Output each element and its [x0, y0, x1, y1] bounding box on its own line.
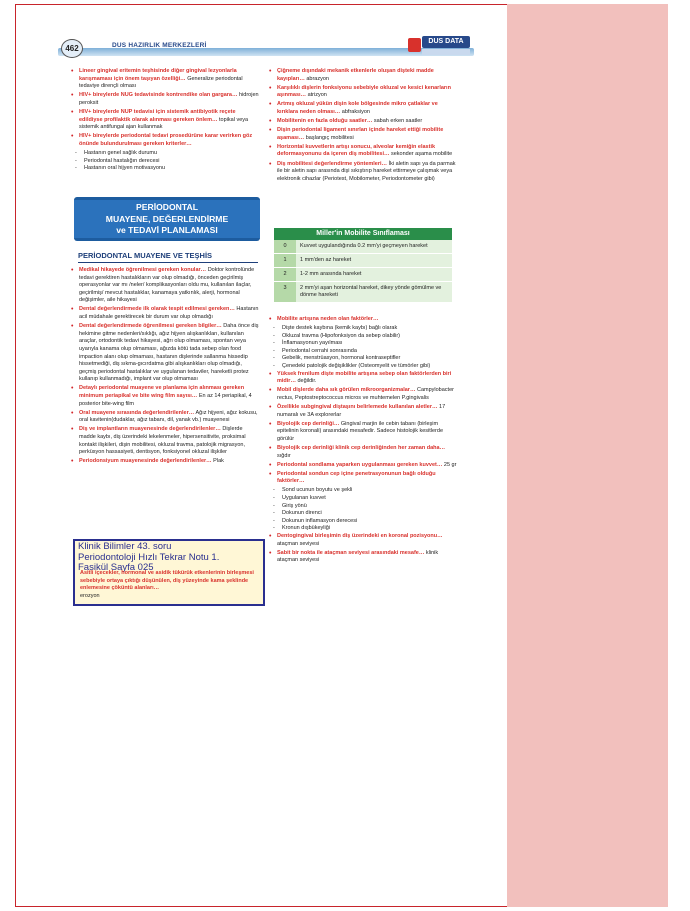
bullet-answer: Campylobacter rectus, Peptostreptococcus micros ve muhtemelen P.gingivalis [277, 387, 454, 401]
bullet-item [268, 118, 458, 126]
bullet-item [70, 385, 260, 408]
bullet-item [268, 462, 458, 470]
logo-underbar [422, 49, 470, 55]
banner-line-3: ve TEDAVİ PLANLAMASI [116, 225, 218, 235]
section-banner [74, 197, 260, 241]
bullet-question: Medikal hikayede öğrenilmesi gereken konular… [79, 267, 207, 273]
bullet-question: Diş mobilitesi değerlendirme yöntemleri… [277, 160, 388, 167]
bullet-question: Karşılıklı dişlerin fonksiyonu sebebiyle okluzal ve kesici kenarların aşınması… [277, 84, 451, 99]
bullet-question: Detaylı periodontal muayene ve planlama için alınması gereken minimum periapikal ve bite wing film sayısı… [79, 385, 245, 399]
bullet-item [70, 410, 260, 425]
header-title: DUS HAZIRLIK MERKEZLERİ [112, 42, 207, 49]
miller-grade: 0 [274, 240, 296, 253]
bullet-question: Diş ve implantların muayenesinde değerlendirilenler… [79, 426, 221, 433]
bullet-question: Dentogingival birleşimin diş üzerindeki en koronal pozisyonu… [277, 533, 443, 540]
bullet-question: HIV+ bireylerde NUG tedavisinde kontrendike olan gargara… [79, 92, 238, 99]
bullet-answer: Gingival marjin ile cebin tabanı (birleşim epitelinin koronali) arasındaki mesafedir. Sadece histolojik kesitlerde görülür [277, 420, 444, 442]
bullet-item [70, 426, 260, 456]
bullet-question: Mobil dişlerde daha sık görülen mikroorganizmalar… [277, 387, 416, 394]
banner-line-1: PERİODONTAL [136, 202, 198, 212]
bullet-item [268, 471, 458, 486]
bullet-answer: hidrojen peroksit [79, 92, 259, 106]
bullet-answer: Plak [211, 458, 224, 465]
bullet-item [70, 323, 260, 384]
bullet-answer: Ağız hijyeni, ağız kokusu, oral kavitenin(dudaklar, ağız tabanı, dil, yanak vb.) muayenesi [79, 409, 258, 424]
bullet-item [268, 85, 458, 100]
bullet-question: Artmış okluzal yükün dişin kole bölgesinde mikro çatlaklar ve kırıklara neden olması… [277, 101, 438, 115]
sub-item: - Hastanın genel sağlık durumu [70, 150, 260, 158]
bullet-answer: 17 numaralı ve 3A explorerlar [277, 404, 446, 418]
bullet-question: Mobilitenin en fazla olduğu saatler… [277, 118, 373, 125]
miller-description: 1 mm'den az hareket [296, 254, 452, 267]
sub-item: - Uygulanan kuvvet [268, 495, 458, 503]
note-line-1: Klinik Bilimler 43. soru [78, 541, 172, 552]
bullet-question: Çiğneme dışındaki mekanik etkenlerle oluşan dişteki madde kayıpları… [277, 68, 434, 82]
miller-table [274, 228, 452, 303]
bullet-question: Lineer gingival eritemin teşhisinde diğer gingival lezyonlarla karışmaması için önem taşıyan özelliği… [79, 68, 237, 82]
bullet-question: Sabit bir nokta ile ataçman seviyesi arasındaki mesafe… [277, 549, 425, 556]
sub-item: - Gebelik, menstrüasyon, hormonal kontraseptifler [268, 355, 458, 363]
right-column-top [268, 68, 458, 185]
miller-row [274, 240, 452, 254]
bullet-question: Oral muayene sırasında değerlendirilenler… [79, 409, 195, 416]
bullet-question: Özellikle subgingival diştaşını belirlemede kullanılan aletler… [277, 404, 438, 411]
sub-item: - Kronun dışbükeyliği [268, 525, 458, 533]
note-line-2: Periodontoloji Hızlı Tekrar Notu 1. [78, 551, 220, 563]
bullet-item [268, 316, 458, 324]
bullet-item [268, 127, 458, 142]
bullet-answer: topikal veya sistemik antifungal ajan kullanmak [79, 116, 249, 131]
bullet-item [268, 387, 458, 402]
left-column-top [70, 68, 260, 173]
miller-row [274, 254, 452, 268]
bullet-answer: ataçman seviyesi [277, 540, 320, 547]
bullet-item [70, 133, 260, 148]
sub-item: - Sond ucunun boyutu ve şekli [268, 487, 458, 495]
under-note-answer: erozyon [80, 592, 100, 599]
section-heading: PERİODONTAL MUAYENE VE TEŞHİS [78, 251, 258, 263]
bullet-answer: 25 gr [442, 461, 457, 468]
bullet-question: HIV+ bireylerde NUP tedavisi için sistemik antibiyotik reçete edildiyse profilaktik olarak alınması gereken önlem… [79, 108, 236, 123]
miller-grade: 2 [274, 268, 296, 281]
side-band [507, 4, 668, 907]
sub-item: - Dokunun inflamasyon derecesi [268, 518, 458, 526]
miller-description: 1-2 mm arasında hareket [296, 268, 452, 281]
note-line-3: Fasikül Sayfa 025 [78, 562, 154, 573]
sub-item: - Hastanın oral hijyen motivasyonu [70, 165, 260, 173]
sub-item: - İnflamasyonun yayılması [268, 340, 458, 348]
bullet-question: Mobilite artışına neden olan faktörler… [277, 316, 379, 322]
bullet-answer: başlangıç mobilitesi [304, 134, 354, 141]
miller-row [274, 282, 452, 303]
bullet-item [268, 550, 458, 565]
bullet-item [70, 458, 260, 466]
page-number: 462 [61, 39, 83, 58]
bullet-item [268, 101, 458, 116]
miller-description: Kuvvet uygulandığında 0.2 mm'yi geçmeyen hareket [296, 240, 452, 253]
banner-line-2: MUAYENE, DEĞERLENDİRME [105, 213, 229, 224]
bullet-question: Periodonsiyum muayenesinde değerlendirilenler… [79, 458, 212, 465]
sub-item: - Periodontal hastalığın derecesi [70, 158, 260, 166]
bullet-answer: abrazyon [304, 75, 329, 82]
bullet-answer: Generalize periodontal tedaviye dirençli olması [79, 75, 243, 90]
bullet-answer: Daha önce diş hekimine gitme nedenleri/sıklığı, ağız hijyen alışkanlıkları, kullanılan araçlar, ortodontik tedavi hikayesi, ağrı olup olmaması, spontan veya uyarıyla kanama olup olmaması, ağızda kötü tada sebep olan food impaction alanı olup olmaması, hastanın dişlerinde sallanma hissedip hissetmediği, diş sıkma-gıcırdatma gibi alışkanlıkları olup olmadığı, geçmiş periodontal hastalıklar ve uygulanan tedaviler, hareketli protez kullanıp kullanmadığı, implant var olup olmaması [79, 323, 259, 383]
bullet-question: Horizontal kuvvetlerin artışı sonucu, alveolar kemiğin elastik deformasyonunu da içeren diş mobilitesi… [277, 143, 436, 158]
bullet-item [70, 92, 260, 107]
bullet-question: Biyolojik cep derinliği klinik cep derinliğinden her zaman daha… [277, 445, 446, 451]
sub-item: - Dokunun direnci [268, 510, 458, 518]
bullet-answer: sığdır [277, 452, 291, 459]
bullet-answer: Doktor kontrolünde tedavi gerektiren hastalıkların var olup olmadığı, önceden geçirilmiş operasyonlar var mı /neler/ komplikasyonları oldu mu, kullanılan ilaçlar, geçirilmiş/ mevcut hastalıklar, kanamaya yatkınlık, alerji, hormonal değişimler, aile hikayesi [79, 267, 255, 304]
miller-row [274, 268, 452, 282]
bullet-answer: En az 14 periapikal, 4 posterior bite-wing film [79, 393, 252, 407]
bullet-answer: İki aletin sapı ya da parmak ile bir aletin sapı arasında dişi sıkıştırıp hareket ettirmeye çalışmak veya elektronik cihazlar (Periotest, Mobilometer, Periodontometer gibi) [277, 160, 456, 182]
logo-mark-icon [408, 38, 421, 52]
bullet-answer: klinik ataçman seviyesi [277, 549, 439, 564]
miller-grade: 3 [274, 282, 296, 302]
left-column-middle [70, 267, 260, 467]
miller-table-title: Miller'in Mobilite Sınıflaması [274, 228, 452, 240]
bullet-item [70, 68, 260, 91]
under-note-text [80, 570, 260, 600]
bullet-question: Yüksek frenilum dişte mobilite artışına sebep olan faktörlerden biri midir… [277, 370, 452, 385]
miller-description: 2 mm'yi aşan horizontal hareket, dikey yönde gömülme ve dönme hareketi [296, 282, 452, 302]
bullet-question: Periodontal sondun cep içine penetrasyonunun bağlı olduğu faktörler… [277, 470, 436, 485]
sub-item: - Okluzal travma (Hipofonksiyon da sebep olabilir) [268, 333, 458, 341]
sub-item: - Dişte destek kaybına (kemik kaybı) bağlı olarak [268, 325, 458, 333]
bullet-answer: sabah erken saatler [372, 118, 423, 125]
bullet-item [70, 109, 260, 132]
page-header [58, 39, 474, 57]
bullet-answer: abfraksiyon [340, 108, 370, 115]
bullet-question: Dental değerlendirmede öğrenilmesi gereken bilgiler… [79, 323, 222, 330]
sub-item: - Giriş yönü [268, 503, 458, 511]
under-note-question: Asitli içecekler, hormonal ve asidik tükürük etkenlerinin birleşmesi sebebiyle ortaya çıktığı düşünülen, diş yüzeyinde kama şeklinde enlemesine çöküntü alanları… [80, 570, 254, 591]
right-column-bottom [268, 316, 458, 566]
bullet-item [268, 445, 458, 460]
bullet-item [268, 533, 458, 548]
bullet-item [268, 404, 458, 419]
sub-item: - Çenedeki patolojik değişiklikler (Osteomyelit ve tümörler gibi) [268, 363, 458, 371]
bullet-item [268, 371, 458, 386]
bullet-question: Periodontal sondlama yaparken uygulanması gereken kuvvet… [277, 461, 443, 468]
bullet-question: Dişin periodontal ligament sınırları içinde hareket ettiği mobilite aşaması… [277, 127, 444, 141]
publisher-logo [408, 36, 472, 58]
sub-item: - Periodontal cerrahi sonrasında [268, 348, 458, 356]
bullet-item [70, 306, 260, 321]
bullet-answer: sekonder aşama mobilite [389, 151, 453, 158]
logo-text: DUS DATA [422, 36, 470, 48]
bullet-answer: Dişlerde madde kaybı, diş üzerindeki lekelenmeler, hipersensitivite, proksimal kontakt ilişkileri, dişin mobilitesi, okluzal travma, patolojik migrasyon, perküsyon hassasiyeti, dentisyon, fonksiyonel okluzal ilişkiler [79, 426, 246, 456]
bullet-question: Dental değerlendirmede ilk olarak tespit edilmesi gereken… [79, 306, 235, 313]
bullet-item [268, 421, 458, 444]
bullet-answer: atrizyon [306, 92, 327, 99]
bullet-item [70, 267, 260, 305]
bullet-answer: değildir. [295, 378, 317, 385]
bullet-answer: Hastanın acil müdahale gerektirecek bir durum var olup olmadığı [79, 306, 259, 321]
bullet-item [268, 161, 458, 184]
bullet-item [268, 68, 458, 83]
bullet-question: Biyolojik cep derinliği… [277, 420, 340, 427]
miller-grade: 1 [274, 254, 296, 267]
bullet-item [268, 144, 458, 159]
bullet-question: HIV+ bireylerde periodontal tedavi prosedürüne karar verirken göz önünde bulundurulması gereken kriterler… [79, 133, 253, 147]
